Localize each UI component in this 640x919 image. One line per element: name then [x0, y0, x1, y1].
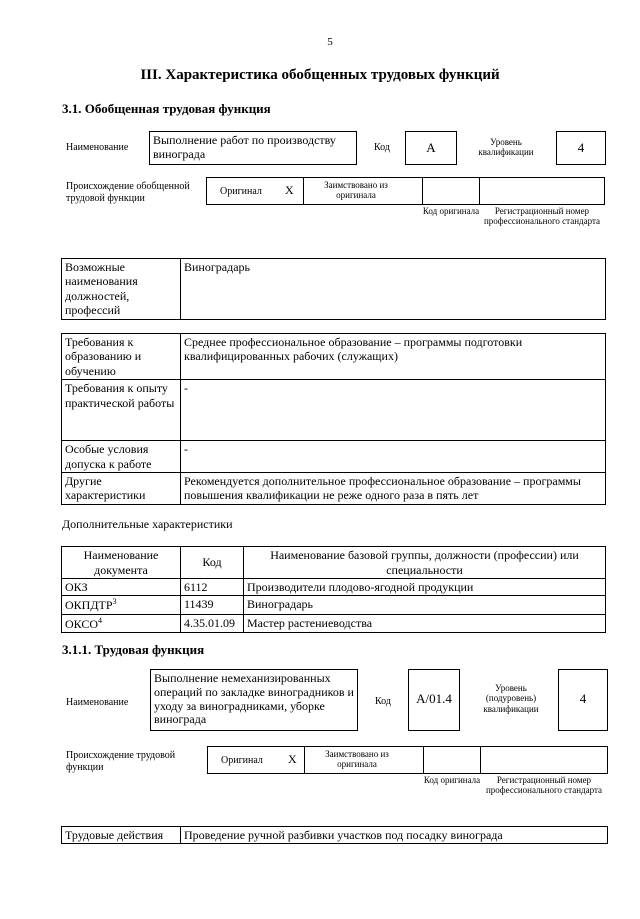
gtf-reg-number-cell	[479, 177, 605, 205]
gtf-level-box	[556, 131, 606, 165]
gtf-origin-label: Происхождение обобщенной трудовой функции	[66, 181, 190, 204]
tf-reg-number-cell	[480, 746, 608, 774]
footnote-mark: 3	[112, 597, 117, 607]
footnote-mark: 4	[98, 615, 103, 625]
okz-doc	[62, 579, 181, 596]
additional-table	[61, 546, 606, 633]
tf-heading: 3.1.1. Трудовая функция	[62, 642, 205, 657]
table-row	[62, 441, 606, 473]
doc-name: ОКЗ	[65, 580, 88, 594]
positions-label: Возможные наименования должностей, профессий	[62, 259, 181, 320]
header-doc: Наименование документа	[62, 547, 181, 579]
gtf-original-label: Оригинал	[220, 186, 262, 197]
additional-title: Дополнительные характеристики	[62, 517, 233, 531]
tf-borrowed-cell	[304, 746, 424, 774]
okso-code: 4.35.01.09	[181, 614, 244, 632]
other-value: Рекомендуется дополнительное профессиональное образование – программы повышения квалификации не реже одного раза в пять лет	[181, 472, 606, 504]
tf-reg-number-label: Регистрационный номер профессионального стандарта	[485, 775, 603, 796]
page-number: 5	[327, 36, 333, 48]
education-label: Требования к образованию и обучению	[62, 334, 181, 380]
tf-origin-label: Происхождение трудовой функции	[66, 750, 176, 773]
admission-value: -	[181, 441, 606, 473]
tf-level-label: Уровень (подуровень) квалификации	[483, 683, 539, 714]
table-header-row	[62, 547, 606, 579]
table-row	[62, 596, 606, 614]
tf-code-box	[408, 669, 460, 731]
actions-value: Проведение ручной разбивки участков под посадку винограда	[181, 827, 608, 844]
other-label: Другие характеристики	[62, 472, 181, 504]
gtf-reg-number-label: Регистрационный номер профессионального стандарта	[483, 206, 601, 227]
gtf-code-box	[405, 131, 457, 165]
okpdtr-code: 11439	[181, 596, 244, 614]
tf-level-value: 4	[579, 691, 587, 706]
header-code: Код	[181, 547, 244, 579]
gtf-borrowed-label: Заимствовано из оригинала	[324, 180, 388, 201]
tf-name-label: Наименование	[66, 697, 129, 708]
gtf-heading: 3.1. Обобщенная трудовая функция	[62, 101, 271, 116]
tf-original-label: Оригинал	[221, 755, 263, 766]
okpdtr-name: Виноградарь	[244, 596, 606, 614]
tf-original-cell	[207, 746, 305, 774]
admission-label: Особые условия допуска к работе	[62, 441, 181, 473]
okso-name: Мастер растениеводства	[244, 614, 606, 632]
requirements-table	[61, 333, 606, 505]
tf-name-value: Выполнение немеханизированных операций по закладке виноградников и уходу за виноградниками, уборке винограда	[154, 671, 354, 727]
doc-name: ОКПДТР	[65, 598, 113, 613]
gtf-name-label: Наименование	[66, 142, 129, 153]
tf-level-box	[558, 669, 608, 731]
gtf-name-box	[149, 131, 357, 165]
education-value: Среднее профессиональное образование – программы подготовки квалифицированных рабочих (служащих)	[181, 334, 606, 380]
table-row	[62, 579, 606, 596]
table-row	[62, 380, 606, 441]
doc-name: ОКСО	[65, 616, 99, 631]
gtf-code-original-label: Код оригинала	[422, 206, 480, 216]
tf-code-original-label: Код оригинала	[423, 775, 481, 785]
tf-code-label: Код	[375, 696, 391, 707]
gtf-code-original-cell	[422, 177, 480, 205]
tf-original-mark: Х	[288, 752, 297, 766]
gtf-code-label: Код	[374, 142, 390, 153]
gtf-name-value: Выполнение работ по производству винограда	[153, 133, 336, 161]
okz-name: Производители плодово-ягодной продукции	[244, 579, 606, 596]
table-row	[62, 614, 606, 632]
actions-label: Трудовые действия	[62, 827, 181, 844]
table-row	[62, 472, 606, 504]
gtf-level-label: Уровень квалификации	[478, 137, 534, 158]
okz-code: 6112	[181, 579, 244, 596]
gtf-original-mark: Х	[285, 183, 294, 197]
positions-value: Виноградарь	[181, 259, 606, 320]
okso-doc	[62, 614, 181, 632]
okpdtr-doc	[62, 596, 181, 614]
table-row	[62, 827, 608, 844]
tf-borrowed-label: Заимствовано из оригинала	[325, 749, 389, 770]
positions-row	[62, 259, 606, 320]
gtf-borrowed-cell	[303, 177, 423, 205]
tf-code-original-cell	[423, 746, 481, 774]
header-name: Наименование базовой группы, должности (профессии) или специальности	[244, 547, 606, 579]
table-row	[62, 334, 606, 380]
positions-table	[61, 258, 606, 320]
experience-label: Требования к опыту практической работы	[62, 380, 181, 441]
gtf-level-value: 4	[577, 140, 585, 155]
gtf-code-value: А	[426, 140, 436, 155]
experience-value: -	[181, 380, 606, 441]
gtf-original-cell	[206, 177, 304, 205]
tf-code-value: А/01.4	[416, 691, 452, 706]
tf-name-box	[150, 669, 358, 731]
actions-table	[61, 826, 608, 844]
section-title: III. Характеристика обобщенных трудовых функций	[140, 67, 500, 83]
